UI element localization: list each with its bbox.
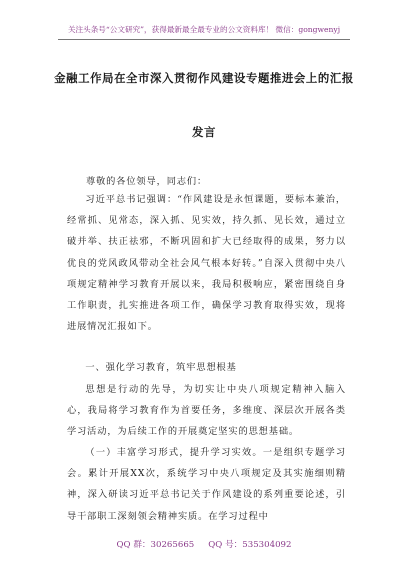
body-paragraph: 思想是行动的先导，为切实让中央八项规定精神入脑入心，我局将学习教育作为首要任务，多维度、深层次开展各类学习活动，为后续工作的开展奠定坚实的思想基础。 — [67, 384, 346, 438]
footer-contact — [0, 538, 408, 550]
header-banner: 关注头条号“公文研究”，获得最新最全最专业的公文资料库！ 微信：gongwenyj — [67, 25, 341, 34]
footer-qq-number: QQ 号：535304092 — [208, 540, 292, 550]
body-paragraph: （一）丰富学习形式，提升学习实效。一是组织专题学习会。累计开展XX次，系统学习中央八项规定及其实施细则精神，深入研读习近平总书记关于作风建设的系列重要论述，引导干部职工深刻领会精神实质。在学习过程中 — [67, 447, 346, 522]
section-heading: 一、强化学习教育，筑牢思想根基 — [85, 362, 237, 373]
document-title-continued: 发言 — [192, 125, 216, 139]
document-title: 金融工作局在全市深入贯彻作风建设专题推进会上的汇报 — [54, 71, 354, 85]
header-divider — [58, 39, 350, 40]
salutation: 尊敬的各位领导，同志们： — [86, 176, 208, 187]
body-paragraph: 习近平总书记强调：“作风建设是永恒课题，要标本兼治，经常抓、见常态，深入抓、见实效，持久抓、见长效，通过立破并举、扶正祛邪，不断巩固和扩大已经取得的成果，努力以优良的党风政风带动全社会风气根本好转。”自深入贯彻中央八项规定精神学习教育开展以来，我局积极响应，紧密围绕自身工作职责，扎实推进各项工作，确保学习教育取得实效，现将进展情况汇报如下。 — [67, 194, 346, 333]
footer-qq-group: QQ 群：30265665 — [116, 540, 195, 550]
